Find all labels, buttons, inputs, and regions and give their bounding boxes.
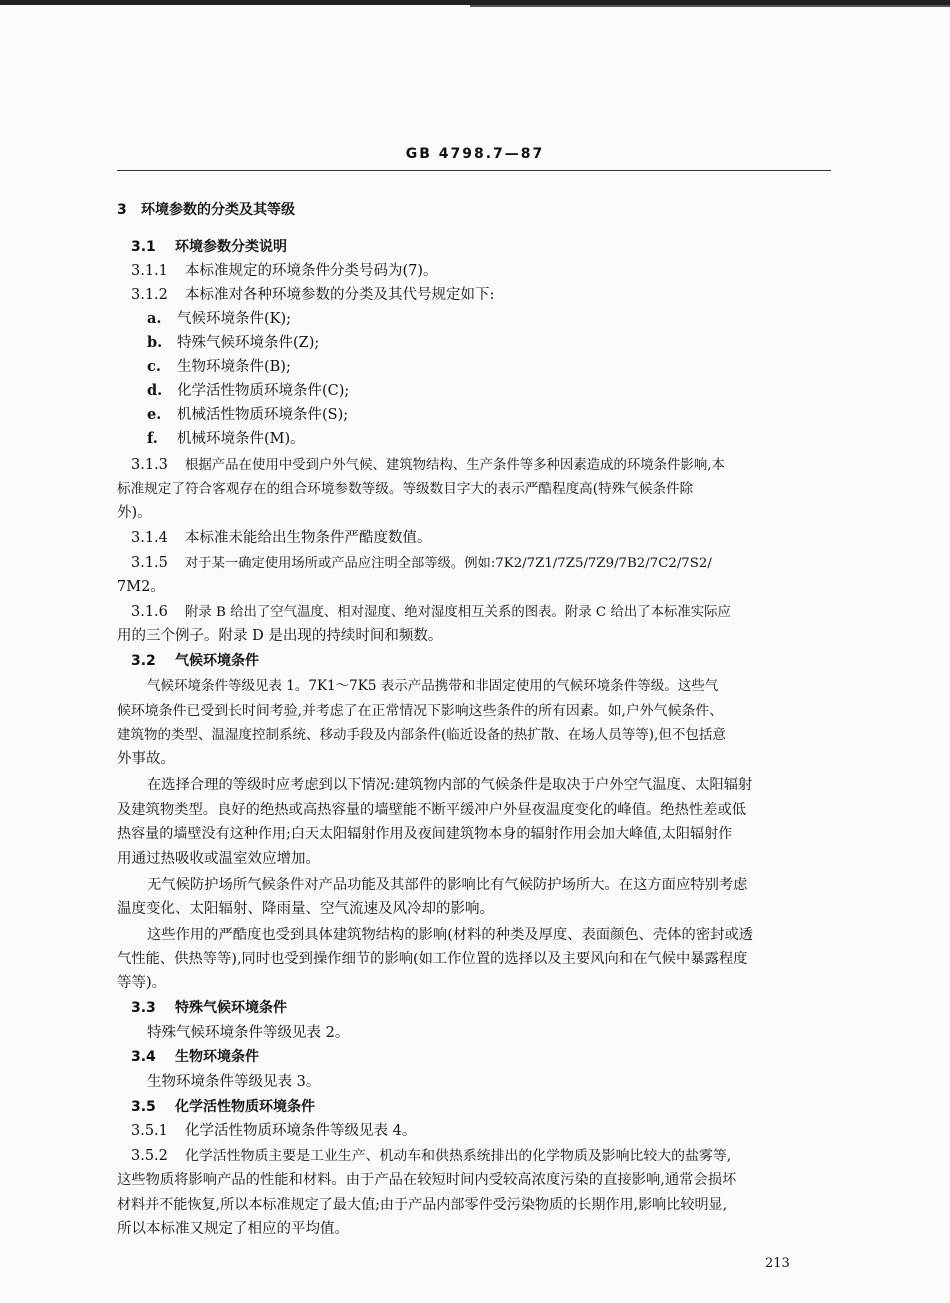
section-3-3-text: 特殊气候环境条件等级见表 2。 <box>147 1025 350 1041</box>
clause-3-1-3-line-2: 标准规定了符合客观存在的组合环境参数等级。等级数目字大的表示严酷程度高(特殊气候条件除 <box>117 481 694 497</box>
section-3-4-text: 生物环境条件等级见表 3。 <box>147 1074 321 1090</box>
paragraph-1-line-3: 建筑物的类型、温湿度控制系统、移动手段及内部条件(临近设备的热扩散、在场人员等等),但不包括意 <box>117 727 726 743</box>
clause-3-1-6: 3.1.6 附录 B 给出了空气温度、相对湿度、绝对湿度相互关系的图表。附录 C 给出了本标准实际应 <box>131 604 731 620</box>
section-3-2-heading: 3.2 气候环境条件 <box>131 653 259 669</box>
clause-3-1-3-line-3: 外)。 <box>117 505 152 521</box>
list-item: d. 化学活性物质环境条件(C); <box>147 382 350 399</box>
header-rule <box>117 170 831 171</box>
clause-3-1-5: 3.1.5 对于某一确定使用场所或产品应注明全部等级。例如:7K2/7Z1/7Z5/7Z9/7B2/7C2/7S2/ <box>131 555 712 571</box>
clause-3-5-2-line-2: 这些物质将影响产品的性能和材料。由于产品在较短时间内受较高浓度污染的直接影响,通常会损坏 <box>117 1172 737 1188</box>
section-3-3-heading: 3.3 特殊气候环境条件 <box>131 1000 287 1016</box>
clause-3-1-1: 3.1.1 本标准规定的环境条件分类号码为(7)。 <box>131 263 438 279</box>
paragraph-2-line-4: 用通过热吸收或温室效应增加。 <box>117 851 320 867</box>
paragraph-2-line-3: 热容量的墙壁没有这种作用;白天太阳辐射作用及夜间建筑物本身的辐射作用会加大峰值,太阳辐射作 <box>117 826 733 842</box>
list-item: b. 特殊气候环境条件(Z); <box>147 334 320 351</box>
clause-3-5-1: 3.5.1 化学活性物质环境条件等级见表 4。 <box>131 1123 417 1139</box>
paragraph-3-line-1: 无气候防护场所气候条件对产品功能及其部件的影响比有气候防护场所大。在这方面应特别考虑 <box>147 877 748 893</box>
clause-3-5-2: 3.5.2 化学活性物质主要是工业生产、机动车和供热系统排出的化学物质及影响比较大的盐雾等, <box>131 1148 732 1164</box>
clause-3-1-4: 3.1.4 本标准未能给出生物条件严酷度数值。 <box>131 530 432 546</box>
paragraph-1-line-1: 气候环境条件等级见表 1。7K1～7K5 表示产品携带和非固定使用的气候环境条件等级。这些气 <box>147 678 719 694</box>
list-item: e. 机械活性物质环境条件(S); <box>147 406 349 423</box>
paragraph-4-line-2: 气性能、供热等等),同时也受到操作细节的影响(如工作位置的选择以及主要风向和在气候中暴露程度 <box>117 951 748 967</box>
paragraph-3-line-2: 温度变化、太阳辐射、降雨量、空气流速及风冷却的影响。 <box>117 901 494 917</box>
list-item: c. 生物环境条件(B); <box>147 358 291 375</box>
list-item: f. 机械环境条件(M)。 <box>147 430 305 447</box>
clause-3-1-2: 3.1.2 本标准对各种环境参数的分类及其代号规定如下: <box>131 287 495 303</box>
paragraph-2-line-2: 及建筑物类型。良好的绝热或高热容量的墙壁能不断平缓冲户外昼夜温度变化的峰值。绝热性差或低 <box>117 802 747 818</box>
section-3-1-heading: 3.1 环境参数分类说明 <box>131 239 287 255</box>
clause-3-5-2-line-4: 所以本标准又规定了相应的平均值。 <box>117 1221 349 1237</box>
paragraph-4-line-1: 这些作用的严酷度也受到具体建筑物结构的影响(材料的种类及厚度、表面颜色、壳体的密封或透 <box>147 927 754 943</box>
clause-3-1-6-line-2: 用的三个例子。附录 D 是出现的持续时间和频数。 <box>117 628 443 644</box>
list-item: a. 气候环境条件(K); <box>147 310 292 327</box>
document-header: GB 4798.7—87 <box>405 146 545 162</box>
paragraph-1-line-4: 外事故。 <box>117 751 175 767</box>
paragraph-1-line-2: 候环境条件已受到长时间考验,并考虑了在正常情况下影响这些条件的所有因素。如,户外气候条件、 <box>117 703 724 719</box>
section-3-heading: 3 环境参数的分类及其等级 <box>117 202 295 218</box>
paragraph-2-line-1: 在选择合理的等级时应考虑到以下情况:建筑物内部的气候条件是取决于户外空气温度、太阳辐射 <box>147 777 753 793</box>
clause-3-5-2-line-3: 材料并不能恢复,所以本标准规定了最大值;由于产品内部零件受污染物质的长期作用,影响比较明显, <box>117 1197 728 1213</box>
clause-3-1-5-line-2: 7M2。 <box>117 579 165 595</box>
section-3-5-heading: 3.5 化学活性物质环境条件 <box>131 1099 315 1115</box>
section-3-4-heading: 3.4 生物环境条件 <box>131 1049 259 1065</box>
top-border-secondary <box>470 5 950 7</box>
clause-3-1-3: 3.1.3 根据产品在使用中受到户外气候、建筑物结构、生产条件等多种因素造成的环境条件影响,本 <box>131 457 725 473</box>
paragraph-4-line-3: 等等)。 <box>117 975 167 991</box>
page-number: 213 <box>765 1256 790 1271</box>
